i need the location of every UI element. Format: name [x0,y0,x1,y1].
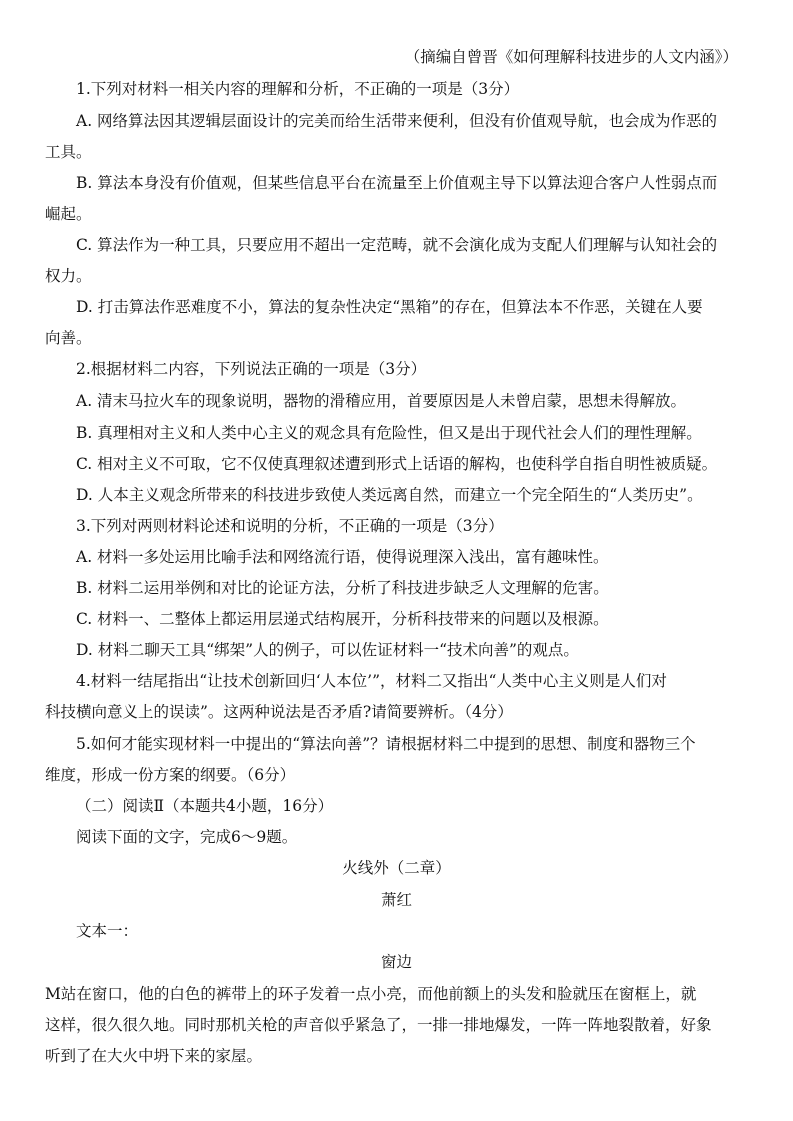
article-subtitle: 窗边 [380,953,412,971]
question-5-line-2: 维度，形成一份方案的纲要。（6分） [45,766,296,784]
question-3-option-d: D. 材料二聊天工具“绑架”人的例子，可以佐证材料一“技术向善”的观点。 [76,641,579,659]
question-1-option-b-cont: 崛起。 [45,205,92,223]
question-5-line-1: 5.如何才能实现材料一中提出的“算法向善”？请根据材料二中提到的思想、制度和器物三个 [76,735,696,753]
text-label: 文本一： [76,922,139,940]
article-paragraph-line-2: 这样，很久很久地。同时那机关枪的声音似乎紧急了，一排一排地爆发，一阵一阵地裂散着，好象 [45,1016,712,1034]
question-2-option-c: C. 相对主义不可取，它不仅使真理叙述遭到形式上话语的解构，也使科学自指自明性被质疑。 [76,455,718,473]
question-3-stem: 3.下列对两则材料论述和说明的分析，不正确的一项是（3分） [76,517,504,535]
question-2-option-b: B. 真理相对主义和人类中心主义的观念具有危险性，但又是出于现代社会人们的理性理解。 [76,424,702,442]
question-1-option-b: B. 算法本身没有价值观，但某些信息平台在流量至上价值观主导下以算法迎合客户人性弱点而 [76,174,718,192]
question-4-line-1: 4.材料一结尾指出“让技术创新回归‘人本位’”，材料二又指出“人类中心主义则是人们对 [76,672,667,690]
question-2-stem: 2.根据材料二内容，下列说法正确的一项是（3分） [76,360,427,378]
question-3-option-b: B. 材料二运用举例和对比的论证方法，分析了科技进步缺乏人文理解的危害。 [76,579,609,597]
question-3-option-a: A. 材料一多处运用比喻手法和网络流行语，使得说理深入浅出，富有趣味性。 [76,548,609,566]
article-paragraph-line-3: 听到了在大火中坍下来的家屋。 [45,1047,263,1065]
question-3-option-c: C. 材料一、二整体上都运用层递式结构展开，分析科技带来的问题以及根源。 [76,610,609,628]
question-1-option-a-cont: 工具。 [45,143,92,161]
question-1-option-d: D. 打击算法作恶难度不小，算法的复杂性决定“黑箱”的存在，但算法本不作恶，关键在人要 [76,298,703,316]
question-2-option-a: A. 清末马拉火车的现象说明，器物的滑稽应用，首要原因是人未曾启蒙，思想未得解放。 [76,392,687,410]
section-instruction: 阅读下面的文字，完成6～9题。 [76,828,298,846]
section-heading: （二）阅读Ⅱ（本题共4小题，16分） [76,797,334,815]
question-4-line-2: 科技横向意义上的误读”。这两种说法是否矛盾?请简要辨析。（4分） [45,703,513,721]
question-1-option-c: C. 算法作为一种工具，只要应用不超出一定范畴，就不会演化成为支配人们理解与认知社会的 [76,236,718,254]
question-1-option-c-cont: 权力。 [45,267,92,285]
question-1-option-a: A. 网络算法因其逻辑层面设计的完美而给生活带来便利，但没有价值观导航，也会成为作恶的 [76,112,718,130]
question-1-stem: 1.下列对材料一相关内容的理解和分析，不正确的一项是（3分） [76,80,520,98]
question-1-option-d-cont: 向善。 [45,329,92,347]
question-2-option-d: D. 人本主义观念所带来的科技进步致使人类远离自然，而建立一个完全陌生的“人类历史”。 [76,486,703,504]
article-paragraph-line-1: M站在窗口，他的白色的裤带上的环子发着一点小亮，而他前额上的头发和脸就压在窗框上，就 [45,985,697,1003]
source-citation: （摘编自曾晋《如何理解科技进步的人文内涵》） [404,48,738,66]
article-title: 火线外（二章） [342,859,451,877]
article-author: 萧红 [380,891,412,909]
